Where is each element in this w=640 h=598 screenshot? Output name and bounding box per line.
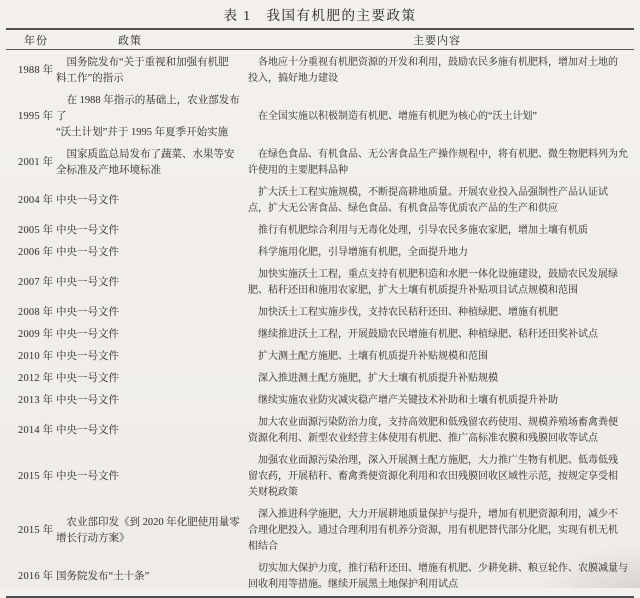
- content-line: 相结合: [248, 541, 278, 552]
- policy-line: 国务院发布“土十条”: [56, 571, 150, 582]
- table-row: [6, 504, 634, 558]
- year-cell: 2012 年: [18, 373, 54, 384]
- policy-line: 中央一号文件: [56, 329, 119, 340]
- year-cell: 2015 年: [18, 471, 54, 482]
- policy-line: 中央一号文件: [56, 225, 119, 236]
- content-cell: [248, 55, 626, 87]
- content-line: 加大农业面源污染防治力度，支持高效肥和低残留农药使用、规模养殖场畜禽粪便: [258, 417, 618, 428]
- content-cell: [248, 267, 626, 299]
- table-row: [6, 390, 634, 412]
- content-line: 点，扩大无公害食品、绿色食品、有机食品等优质农产品的生产和供应: [248, 203, 558, 214]
- content-line: 肥、秸秆还田和施用农家肥，扩大土壤有机质提升补贴项目试点规模和范围: [248, 285, 578, 296]
- table-header-row: [6, 30, 634, 50]
- year-cell: 2006 年: [18, 247, 54, 258]
- policy-line: 中央一号文件: [56, 471, 119, 482]
- column-header-policy: 政策: [118, 34, 142, 47]
- year-cell: 2004 年: [18, 195, 54, 206]
- policy-cell: [56, 93, 244, 141]
- policy-cell: [56, 371, 244, 387]
- table-row: [6, 52, 634, 90]
- year-cell: 1995 年: [18, 111, 54, 122]
- table-row: [6, 242, 634, 264]
- content-line: 关财税政策: [248, 487, 298, 498]
- content-line: 在绿色食品、有机食品、无公害食品生产操作规程中，将有机肥、微生物肥料列为允: [258, 149, 628, 160]
- content-line: 在全国实施以积极制造有机肥、增施有机肥为核心的“沃土计划”: [258, 111, 537, 122]
- policy-cell: [56, 55, 244, 87]
- policy-line: 全标准及产地环境标准: [56, 165, 161, 176]
- content-line: 加快实施沃土工程，重点支持有机肥积造和水肥一体化设施建设，鼓励农民发展绿: [258, 269, 618, 280]
- year-cell: 2007 年: [18, 277, 54, 288]
- table-row: [6, 302, 634, 324]
- column-header-year: 年份: [24, 34, 48, 47]
- year-cell: 2005 年: [18, 225, 54, 236]
- table-row: [6, 346, 634, 368]
- policy-line: 增长行动方案》: [56, 533, 130, 544]
- content-cell: [248, 453, 626, 501]
- policy-line: 中央一号文件: [56, 351, 119, 362]
- content-line: 投入，搞好地力建设: [248, 73, 338, 84]
- year-cell: 2009 年: [18, 329, 54, 340]
- content-line: 回收利用等措施。继续开展黑土地保护利用试点: [248, 579, 458, 590]
- content-cell: [248, 561, 628, 593]
- content-cell: [248, 245, 626, 261]
- content-line: 扩大沃土工程实施规模，不断提高耕地质量。开展农业投入品强制性产品认证试: [258, 187, 608, 198]
- content-cell: [248, 109, 626, 125]
- policy-line: 在 1988 年指示的基础上，农业部发布了: [56, 95, 240, 122]
- policy-line: “沃土计划”并于 1995 年夏季开始实施: [56, 127, 229, 138]
- policy-cell: [56, 327, 244, 343]
- policy-line: 中央一号文件: [56, 277, 119, 288]
- policy-cell: [56, 223, 244, 239]
- policy-cell: [56, 275, 244, 291]
- policy-cell: [56, 305, 244, 321]
- table-row: [6, 324, 634, 346]
- table-title: 表 1 我国有机肥的主要政策: [223, 8, 417, 23]
- year-cell: 1988 年: [18, 65, 54, 76]
- table-row: [6, 264, 634, 302]
- table-row: [6, 412, 634, 450]
- year-cell: 2001 年: [18, 157, 54, 168]
- policy-cell: [56, 569, 244, 585]
- content-line: 深入推进科学施肥，大力开展耕地质量保护与提升，增加有机肥资源利用，减少不: [258, 509, 618, 520]
- content-line: 科学施用化肥，引导增施有机肥，全面提升地力: [258, 247, 468, 258]
- policy-cell: [56, 469, 244, 485]
- content-cell: [248, 305, 626, 321]
- policy-line: 中央一号文件: [56, 247, 119, 258]
- table-row: [6, 220, 634, 242]
- content-cell: [248, 327, 626, 343]
- policy-line: 中央一号文件: [56, 425, 119, 436]
- policy-cell: [56, 423, 244, 439]
- content-line: 推行有机肥综合利用与无毒化处理，引导农民多施农家肥，增加土壤有机质: [258, 225, 588, 236]
- year-cell: 2013 年: [18, 395, 54, 406]
- content-line: 加快沃土工程实施步伐，支持农民秸秆还田、种植绿肥、增施有机肥: [258, 307, 558, 318]
- policy-cell: [56, 349, 244, 365]
- content-cell: [248, 393, 626, 409]
- policy-cell: [56, 393, 244, 409]
- content-line: 许使用的主要肥料品种: [248, 165, 348, 176]
- content-line: 合理化肥投入。通过合理利用有机养分资源，用有机肥替代部分化肥，实现有机无机: [248, 525, 618, 536]
- year-cell: 2016 年: [18, 571, 54, 582]
- policy-cell: [56, 515, 244, 547]
- policy-line: 农业部印发《到 2020 年化肥使用量零: [66, 517, 240, 528]
- policy-line: 中央一号文件: [56, 307, 119, 318]
- table-row: [6, 182, 634, 220]
- policy-line: 中央一号文件: [56, 195, 119, 206]
- content-line: 资源化利用、新型农业经营主体使用有机肥、推广高标准农膜和残膜回收等试点: [248, 433, 598, 444]
- policy-line: 中央一号文件: [56, 373, 119, 384]
- content-cell: [248, 415, 626, 447]
- content-line: 继续推进沃土工程，开展鼓励农民增施有机肥、种植绿肥、秸秆还田奖补试点: [258, 329, 598, 340]
- content-cell: [248, 223, 626, 239]
- policy-line: 国务院发布“关于重视和加强有机肥: [66, 57, 229, 68]
- policy-cell: [56, 147, 244, 179]
- policy-line: 中央一号文件: [56, 395, 119, 406]
- policy-line: 料工作”的指示: [56, 73, 124, 84]
- content-cell: [248, 349, 626, 365]
- content-line: 继续实施农业防灾减灾稳产增产关键技术补助和土壤有机质提升补助: [258, 395, 558, 406]
- table-row: [6, 450, 634, 504]
- year-cell: 2008 年: [18, 307, 54, 318]
- content-line: 各地应十分重视有机肥资源的开发和利用，鼓励农民多施有机肥料，增加对土地的: [258, 57, 618, 68]
- content-line: 深入推进测土配方施肥，扩大土壤有机质提升补贴规模: [258, 373, 498, 384]
- content-cell: [248, 371, 626, 387]
- table-row: [6, 90, 634, 144]
- content-cell: [248, 507, 626, 555]
- policy-cell: [56, 193, 244, 209]
- table-body: [6, 50, 634, 596]
- content-cell: [248, 185, 626, 217]
- table-row: [6, 368, 634, 390]
- content-line: 扩大测土配方施肥、土壤有机质提升补贴规模和范围: [258, 351, 488, 362]
- year-cell: 2015 年: [18, 525, 54, 536]
- content-line: 切实加大保护力度，推行秸秆还田、增施有机肥、少耕免耕、粮豆轮作、农膜减量与: [258, 563, 628, 574]
- year-cell: 2010 年: [18, 351, 54, 362]
- column-header-content: 主要内容: [413, 34, 461, 47]
- content-line: 留农药，开展秸秆、畜禽粪便资源化利用和农田残膜回收区域性示范，按规定享受相: [248, 471, 618, 482]
- content-line: 加强农业面源污染治理，深入开展测土配方施肥，大力推广生物有机肥、低毒低残: [258, 455, 618, 466]
- table-row: [6, 144, 634, 182]
- table-row: [6, 558, 634, 596]
- year-cell: 2014 年: [18, 425, 54, 436]
- content-cell: [248, 147, 628, 179]
- policy-line: 国家质监总局发布了蔬菜、水果等安: [66, 149, 235, 160]
- policy-cell: [56, 245, 244, 261]
